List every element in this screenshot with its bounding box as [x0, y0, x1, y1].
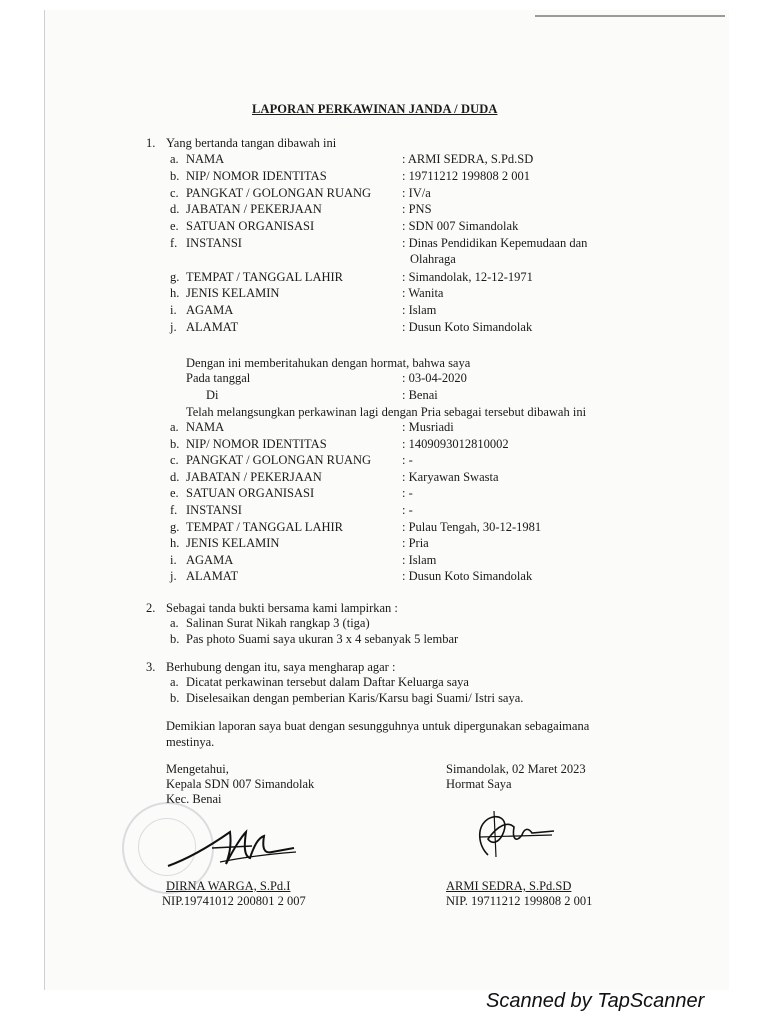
- item-letter: b.: [170, 691, 180, 705]
- detail-row: [146, 486, 726, 503]
- section-2-intro: Sebagai tanda bukti bersama kami lampirkan :: [166, 601, 398, 615]
- row-value: : -: [402, 486, 413, 501]
- item-text: Salinan Surat Nikah rangkap 3 (tiga): [186, 616, 370, 630]
- row-letter: e.: [170, 486, 179, 501]
- detail-row: [146, 152, 726, 169]
- item-letter: a.: [170, 616, 179, 630]
- row-letter: j.: [170, 320, 177, 334]
- item-text: Diselesaikan dengan pemberian Karis/Karsu bagi Suami/ Istri saya.: [186, 691, 524, 705]
- request-item: [170, 675, 469, 690]
- row-value: : -: [402, 453, 413, 468]
- row-label: JABATAN / PEKERJAAN: [186, 202, 322, 217]
- row-label: AGAMA: [186, 303, 234, 318]
- row-letter: d.: [170, 469, 180, 484]
- row-value: : Dusun Koto Simandolak: [402, 320, 533, 334]
- married-text: Telah melangsungkan perkawinan lagi dengan Pria sebagai tersebut dibawah ini: [186, 405, 587, 419]
- right-signer-name: ARMI SEDRA, S.Pd.SD: [446, 879, 572, 893]
- row-label: ALAMAT: [186, 569, 239, 584]
- row-letter: h.: [170, 286, 180, 301]
- detail-row: [146, 437, 726, 454]
- row-letter: g.: [170, 519, 180, 534]
- row-label: SATUAN ORGANISASI: [186, 219, 315, 234]
- row-label: INSTANSI: [186, 236, 242, 250]
- detail-row: [146, 520, 726, 537]
- notice-text: Dengan ini memberitahukan dengan hormat, bahwa saya: [186, 356, 471, 370]
- detail-row: [146, 453, 726, 470]
- row-value: : Pria: [402, 536, 429, 551]
- right-signer-nip: NIP. 19711212 199808 2 001: [446, 894, 593, 908]
- item-letter: a.: [170, 675, 179, 689]
- row-value: : 19711212 199808 2 001: [402, 168, 531, 183]
- marriage-date-label: Pada tanggal: [186, 371, 251, 385]
- row-letter: e.: [170, 219, 179, 234]
- row-value: : Dusun Koto Simandolak: [402, 569, 533, 584]
- attachment-item: [170, 616, 370, 631]
- row-value: : Karyawan Swasta: [402, 469, 499, 484]
- row-value: : Simandolak, 12-12-1971: [402, 269, 533, 284]
- row-letter: a.: [170, 420, 179, 434]
- detail-row: [146, 470, 726, 487]
- section-2-number: 2.: [146, 601, 156, 615]
- row-label: NIP/ NOMOR IDENTITAS: [186, 436, 327, 451]
- request-item: [170, 691, 523, 706]
- section-3-intro: Berhubung dengan itu, saya mengharap agar :: [166, 660, 396, 674]
- row-letter: f.: [170, 236, 178, 250]
- right-sign-line2: Hormat Saya: [446, 777, 512, 791]
- row-label: PANGKAT / GOLONGAN RUANG: [186, 185, 372, 200]
- row-label: AGAMA: [186, 552, 234, 567]
- left-sign-line3: Kec. Benai: [166, 792, 222, 806]
- marriage-date-value: : 03-04-2020: [402, 371, 467, 385]
- row-label: SATUAN ORGANISASI: [186, 486, 315, 501]
- row-value-continued: Olahraga: [410, 252, 456, 266]
- row-letter: c.: [170, 185, 179, 200]
- item-letter: b.: [170, 632, 180, 646]
- detail-row: [146, 270, 726, 287]
- right-signature: [458, 805, 558, 865]
- left-signer-nip: NIP.19741012 200801 2 007: [162, 894, 306, 908]
- row-value: : Musriadi: [402, 420, 454, 434]
- detail-row: [146, 553, 726, 570]
- row-label: ALAMAT: [186, 320, 239, 334]
- item-text: Pas photo Suami saya ukuran 3 x 4 sebanyak 5 lembar: [186, 632, 459, 646]
- left-sign-line2: Kepala SDN 007 Simandolak: [166, 777, 315, 791]
- closing-line-1: Demikian laporan saya buat dengan sesungguhnya untuk dipergunakan sebagaimana: [166, 719, 590, 733]
- attachment-item: [170, 632, 458, 647]
- row-letter: b.: [170, 436, 180, 451]
- detail-row: [146, 286, 726, 303]
- row-letter: d.: [170, 202, 180, 217]
- row-value: : Dinas Pendidikan Kepemudaan dan: [402, 236, 588, 250]
- row-label: JENIS KELAMIN: [186, 286, 280, 301]
- section-1-number: 1.: [146, 136, 156, 150]
- row-letter: j.: [170, 569, 177, 584]
- section-1-intro: Yang bertanda tangan dibawah ini: [166, 136, 337, 150]
- document-title: LAPORAN PERKAWINAN JANDA / DUDA: [252, 102, 498, 116]
- row-label: NIP/ NOMOR IDENTITAS: [186, 168, 327, 183]
- detail-row: [146, 169, 726, 186]
- detail-row: [146, 503, 726, 520]
- detail-row: [146, 219, 726, 236]
- detail-row: [146, 236, 726, 266]
- row-value: : Pulau Tengah, 30-12-1981: [402, 519, 542, 534]
- marriage-place-value: : Benai: [402, 388, 438, 402]
- detail-row: [146, 420, 726, 437]
- row-letter: i.: [170, 303, 177, 318]
- item-text: Dicatat perkawinan tersebut dalam Daftar Keluarga saya: [186, 675, 469, 689]
- left-sign-line1: Mengetahui,: [166, 762, 229, 776]
- row-letter: g.: [170, 269, 180, 284]
- row-value: : Wanita: [402, 286, 444, 301]
- row-label: TEMPAT / TANGGAL LAHIR: [186, 269, 343, 284]
- row-letter: f.: [170, 503, 178, 517]
- right-sign-line1: Simandolak, 02 Maret 2023: [446, 762, 586, 776]
- scanner-watermark: Scanned by TapScanner: [486, 990, 705, 1012]
- detail-row: [146, 569, 726, 586]
- row-value: : IV/a: [402, 185, 431, 200]
- marriage-place-row: [186, 388, 726, 405]
- closing-line-2: mestinya.: [166, 735, 215, 749]
- detail-row: [146, 303, 726, 320]
- marriage-place-label: Di: [206, 388, 219, 402]
- row-label: JENIS KELAMIN: [186, 536, 280, 551]
- row-label: JABATAN / PEKERJAAN: [186, 469, 322, 484]
- left-signer-name: DIRNA WARGA, S.Pd.I: [166, 879, 291, 893]
- row-letter: b.: [170, 168, 180, 183]
- row-label: INSTANSI: [186, 503, 242, 517]
- detail-row: [146, 186, 726, 203]
- row-label: PANGKAT / GOLONGAN RUANG: [186, 453, 372, 468]
- row-letter: h.: [170, 536, 180, 551]
- row-letter: c.: [170, 453, 179, 468]
- row-label: NAMA: [186, 420, 225, 434]
- detail-row: [146, 536, 726, 553]
- row-label: NAMA: [186, 152, 225, 166]
- row-value: : -: [402, 503, 413, 517]
- row-value: : SDN 007 Simandolak: [402, 219, 519, 234]
- row-label: TEMPAT / TANGGAL LAHIR: [186, 519, 343, 534]
- detail-row: [146, 320, 726, 337]
- row-value: : Islam: [402, 552, 437, 567]
- section-3-number: 3.: [146, 660, 156, 674]
- row-letter: a.: [170, 152, 179, 166]
- left-signature: [160, 818, 300, 878]
- row-value: : PNS: [402, 202, 432, 217]
- scan-edge-line: [535, 15, 725, 17]
- row-value: : Islam: [402, 303, 437, 318]
- detail-row: [146, 202, 726, 219]
- row-value: : ARMI SEDRA, S.Pd.SD: [402, 152, 534, 166]
- row-letter: i.: [170, 552, 177, 567]
- row-value: : 1409093012810002: [402, 436, 509, 451]
- marriage-date-row: [186, 371, 726, 388]
